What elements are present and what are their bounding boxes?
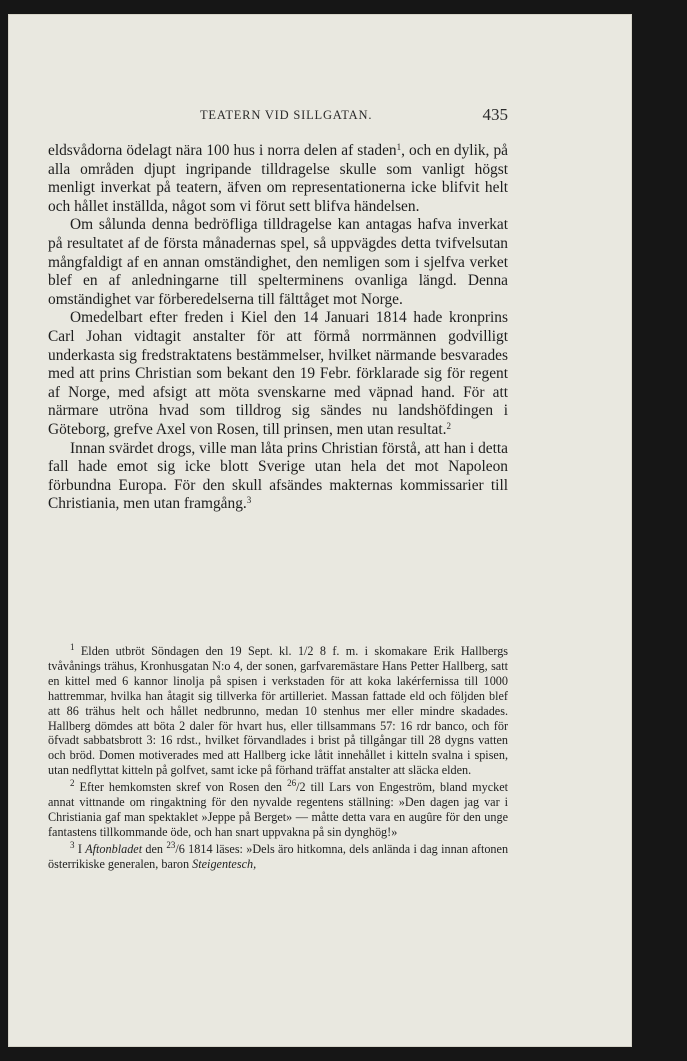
book-page (8, 14, 632, 1047)
footnote-ref: 1 (396, 142, 402, 152)
body-text (48, 142, 508, 514)
footnote: $^3$ I Aftonbladet den $^{23}$/6 1814 läses: »Dels äro hitkomna, dels anlända i dag innan aftonen österrikiske generalen, baron Steigentesch, (48, 839, 509, 871)
person-name: Steigentesch, (192, 856, 257, 871)
date-month: /6 (175, 841, 185, 856)
date-day: 26 (287, 778, 297, 789)
footnote: $^2$ Efter hemkomsten skref von Rosen den $^{26}$/2 till Lars von Engeström, bland mycket annat vittnande om ringaktning för den nyvalde regentens ställning: »Den dagen jag var i Christiania gaf man spektaklet »Jeppe på Berget» — måtte detta vara en augûre för den unge fantastens tillkommande öde, och han snart uppvakna på sin dynghög!» (48, 778, 509, 839)
footnote: $^1$ Elden utbröt Söndagen den 19 Sept. kl. 1/2 8 f. m. i skomakare Erik Hallbergs tvåvånings trähus, Kronhusgatan N:o 4, der sonen, garfvaremästare Hans Petter Hallberg, satt en kittel med 6 kannor linolja på spisen i verkstaden för att koka lakérfernissa till 1000 hattremmar, hvilka han åtagit sig tillverka för artilleriet. Massan fattade eld och följden blef att 86 trähus helt och hållet nedbrunno, medan 10 stenhus mer eller mindre skadades. Hallberg dömdes att böta 2 daler för hvart hus, eller tillsammans 57: 16 rdr banco, och för öfvadt sabbatsbrott 3: 16 rdst., hvilket förvandlades i brist på tillgångar till 28 dygns vatten och bröd. Domen motiverades med att Hallberg icke låtit innehållet i kitteln svalna i spisen, utan nedflyttat kitteln på golfvet, samt icke på förhand träffat anstalter att släcka elden. (48, 642, 509, 778)
newspaper-title: Aftonbladet (85, 841, 143, 856)
paragraph: Omedelbart efter freden i Kiel den 14 Januari 1814 hade kronprins Carl Johan vidtagit anstalter för att förmå norrmännen godvilligt underkasta sig fredstraktatens bestämmelser, hvilket närmande besvarades med att prins Christian som bekant den 19 Febr. förklarade sig för regent af Norge, med afsigt att möta svenskarne med väpnad hand. För att närmare utröna hvad som tilldrog sig sändes nu landshöfdingen i Göteborg, grefve Axel von Rosen, till prinsen, men utan resultat.$^2$ (48, 309, 508, 438)
date-month: /2 (296, 780, 306, 795)
paragraph: Innan svärdet drogs, ville man låta prins Christian förstå, att han i detta fall hade emot sig icke blott Sverige utan hela det mot Napoleon förbundna Europa. För den skull afsändes makternas kommissarier till Christiania, men utan framgång.$^3$ (48, 439, 508, 513)
footnote-ref: 3 (246, 495, 252, 506)
footnotes (48, 644, 508, 874)
page-number: 435 (482, 105, 508, 124)
footnote-number: 2 (70, 778, 75, 789)
running-title: TEATERN VID SILLGATAN. (200, 108, 373, 122)
date-day: 23 (166, 839, 176, 850)
paragraph: eldsvådorna ödelagt nära 100 hus i norra delen af staden$^1$, och en dylik, på alla områden djupt ingripande tilldragelse skulle som vanligt högst menligt inverkat på teatern, äfven om representationerna icke blifvit helt och hållet inställda, något som vi förut sett blifva händelsen. (48, 142, 509, 215)
footnote-ref: 2 (446, 420, 452, 431)
footnote-number: 3 (70, 839, 75, 850)
footnote-number: 1 (70, 642, 75, 652)
fraction: 1/2 (297, 644, 314, 658)
paragraph: Om sålunda denna bedröfliga tilldragelse kan antagas hafva inverkat på resultatet af de första månadernas spel, så uppvägdes detta tvifvelsutan mångfaldigt af en annan omständighet, den nemligen som i sjelfva verket blef en af anledningarne till spelterminens ovanliga längd. Denna omständighet var förberedelserna till fälttåget mot Norge. (48, 216, 508, 308)
